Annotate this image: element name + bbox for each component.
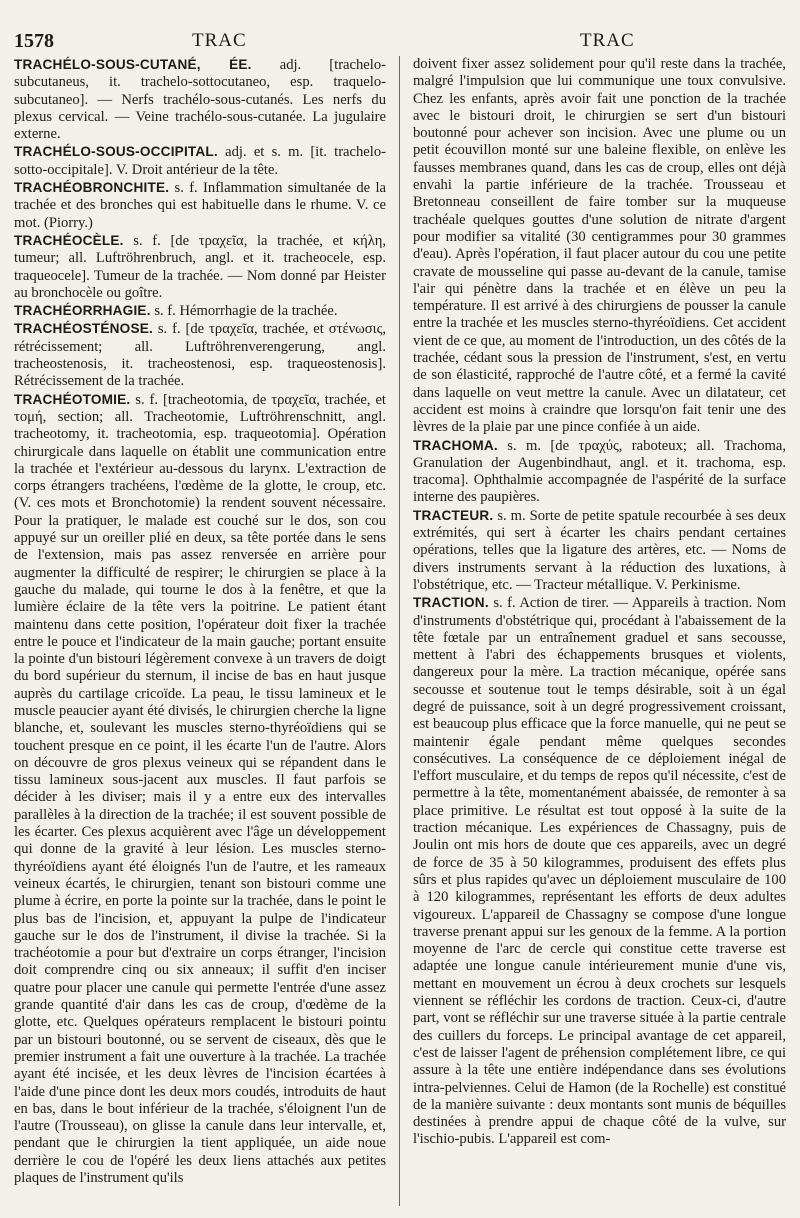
- entry-text: s. f. Action de tirer. — Appareils à traction. Nom d'instruments d'obstétrique qui, procédant à l'abaissement de la tête fœtale par un entraînement graduel et sans secousse, mettent à l'abri des échappements brusques et violents, dangereux pour la mère. La traction mécanique, opérée sans secousse et soutenue tout le temps désirable, soit à un égal degré de puissance, soit à un degré progressivement croissant, est beaucoup plus efficace que la force manuelle, qui ne peut se maintenir égale pendant même quelques secondes consécutives. La conséquence de ce déploiement inégal de l'effort musculaire, et du temps de repos qu'il nécessite, c'est de permettre à la tête, momentanément abaissée, de remonter à sa place primitive. Le résultat est tout opposé à la suite de la traction mécanique. Les expériences de Chassagny, puis de Joulin ont mis hors de doute que ces appareils, avec un degré de force de 35 à 50 kilogrammes, produisent des effets plus sûrs et plus rapides qu'avec un déploiement musculaire de 100 à 120 kilogrammes, représentant les efforts de deux adultes vigoureux. L'appareil de Chassagny se compose d'une longue traverse prenant appui sur les genoux de la femme. A la portion moyenne de l'arc de cercle qui constitue cette traverse est adaptée une longue canule intérieurement munie d'une vis, mettant en mouvement un écrou à deux crochets sur lesquels viennent se réfléchir les cordons de traction. Ceux-ci, d'autre part, vont se réfléchir sur une traverse située à la partie centrale des cuillers du forceps. Le principal avantage de cet appareil, c'est de laisser l'agent de préhension complétement libre, ce qui assure à la tête une entière indépendance dans ses évolutions intra-pelviennes. Celui de Hamon (de la Rochelle) est constitué de la manière suivante : deux montants sont munis de béquilles destinées à prendre appui de chaque côté de la vulve, sur l'ischio-pubis. L'appareil est com-: [413, 595, 786, 1148]
- entry-text: s. m. [de τραχύς, raboteux; all. Trachoma, Granulation der Augenbindhaut, angl. et it. trachoma, esp. tracoma]. Ophthalmie accompagnée de l'aspérité de la surface interne des paupières.: [413, 437, 786, 506]
- running-head-left: TRAC: [192, 30, 247, 51]
- dictionary-entry: [14, 391, 386, 1188]
- dictionary-entry: [14, 179, 386, 232]
- dictionary-entry: [413, 437, 786, 507]
- entry-headword: TRACHOMA.: [413, 437, 498, 453]
- entry-headword: TRACHÉLO-SOUS-CUTANÉ, ÉE.: [14, 57, 252, 72]
- entry-text: s. f. Inflammation simultanée de la trachée et des bronches qui est habituelle dans le rhume. V. ce mot. (Piorry.): [14, 180, 386, 231]
- entry-headword: TRACHÉOTOMIE.: [14, 391, 131, 407]
- entry-text: s. f. [de τραχεῖα, la trachée, et κήλη, tumeur; all. Luftröhrenbruch, angl. et it. tracheocele, esp. traqueocele]. Tumeur de la trachée. — Nom donné par Heister au bronchocèle ou goître.: [14, 232, 386, 301]
- dictionary-entry: [14, 56, 386, 143]
- right-column: [413, 56, 786, 1206]
- page-number: 1578: [14, 30, 54, 52]
- left-column: [14, 56, 386, 1206]
- entry-text: s. f. [tracheotomia, de τραχεῖα, trachée, et τομή, section; all. Tracheotomie, Luftröhrenschnitt, angl. tracheotomy, it. tracheotomia, esp. traqueotomia]. Opération chirurgicale dans laquelle on établit une communication entre la trachée et l'extérieur au-dessous du larynx. L'extraction de corps étrangers trachéens, l'œdème de la glotte, le croup, etc. (V. ces mots et Bronchotomie) la rendent souvent nécessaire. Pour la pratiquer, le malade est couché sur le dos, son cou appuyé sur un oreiller plié en deux, sa tête portée dans le sens de l'extension, mais pas assez renversée en arrière pour augmenter la difficulté de respirer; le chirurgien se place à la gauche du malade, qui tourne le dos à la fenêtre, et que la lumière éclaire de la tête vers la poitrine. Le patient étant maintenu dans cette position, l'opérateur doit fixer la trachée entre le pouce et l'indicateur de la main gauche; portant ensuite la pointe d'un bistouri légèrement convexe à un travers de doigt du bord supérieur du sternum, il incise de bas en haut jusque auprès du cartilage cricoïde. La peau, le tissu lamineux et le muscle peaucier ayant été divisés, le chirurgien cherche la ligne blanche, et, soulevant les muscles sterno-thyréoïdiens qui se touchent presque en ce point, il les écarte l'un de l'autre. Alors on découvre de gros plexus veineux qui se répandent dans le tissu lamineux sous-jacent aux muscles. Il faut parfois se décider à les diviser; mais il y a entre eux des intervalles parallèles à la direction de la trachée; il est souvent possible de les écarter. Ces plexus acquièrent avec l'âge un développement qui donne de la gravité à leur lésion. Les muscles sterno-thyréoïdiens ayant été éloignés l'un de l'autre, et les rameaux veineux écartés, le chirurgien, tenant son bistouri comme une plume à écrire, en porte la pointe sur la trachée, dans le point le plus bas de l'incision, et, appuyant la pulpe de l'indicateur gauche sur le dos de l'instrument, il divise la trachée. Si la trachéotomie a pour but d'extraire un corps étranger, l'incision doit comprendre cinq ou six anneaux; il suffit d'en inciser quatre pour placer une canule qui permette l'entrée d'une assez grande quantité d'air dans les cas de croup, d'œdème de la glotte, etc. Quelques opérateurs remplacent le bistouri pointu par un bistouri boutonné, ou se servent de ciseaux, dès que le premier instrument a fait une ouverture à la trachée. La trachée ayant été incisée, et les deux lèvres de l'incision écartées à l'aide d'une pince dont les deux mors coudés, introduits de haut en bas, dans le bout inférieur de la trachée, s'éloignent l'un de l'autre (Trousseau), on glisse la canule dans leur intervalle, et, pendant que le chirurgien la tient appliquée, un aide noue derrière le cou de l'opéré les deux liens attachés aux petites plaques de l'instrument qu'ils: [14, 391, 386, 1186]
- dictionary-entry: [14, 320, 386, 390]
- entry-headword: TRACHÉLO-SOUS-OCCIPITAL.: [14, 144, 218, 160]
- dictionary-entry: [14, 302, 386, 320]
- entry-headword: TRACHÉOBRONCHITE.: [14, 180, 170, 196]
- entry-headword: TRACHÉORRHAGIE.: [14, 303, 151, 319]
- dictionary-entry: [14, 143, 386, 179]
- entry-text: s. m. Sorte de petite spatule recourbée à ses deux extrémités, qui sert à écarter les chairs pendant certaines opérations, telles que la ligature des artères, etc. — Noms de divers instruments servant à la réduction des luxations, à l'obstétrique, etc. — Tracteur métallique. V. Perkinisme.: [413, 507, 786, 593]
- dictionary-entry: [14, 232, 386, 302]
- entry-text: doivent fixer assez solidement pour qu'il reste dans la trachée, malgré l'impulsion que lui communique une toux convulsive. Chez les enfants, après avoir fait une ponction de la trachée avec le bistouri droit, le chirurgien se sert d'un bistouri boutonné pour achever son incision. Avec une plume ou un petit écouvillon monté sur une baleine flexible, on enlève les fausses membranes quand, dans les cas de croup, elles ont déjà envahi la partie inférieure de la trachée. Trousseau et Bretonneau conseillent de faire tomber sur la muqueuse trachéale quelques gouttes d'une solution de nitrate d'argent pour modifier sa vitalité (30 centigrammes pour 30 grammes d'eau). Après l'opération, il faut placer autour du cou une petite cravate de mousseline qui passe au-devant de la canule, tamise l'air qui pénètre dans la trachée et en élève un peu la température. Il est arrivé à des chirurgiens de pousser la canule entre la trachée et les muscles sterno-thyréoïdiens. Cet accident vient de ce que, au moment de l'introduction, un des côtés de la trachée, cédant sous la pression de l'instrument, s'est, en vertu de son élasticité, rapproché de l'autre côté, et a fermé la cavité dans laquelle on veut mettre la canule. Avec un dilatateur, cet accident est moins à craindre que lorsqu'on fait tenir une des lèvres de la plaie par une pince confiée à un aide.: [413, 56, 786, 436]
- dictionary-entry: [413, 507, 786, 594]
- page-header: [14, 30, 786, 56]
- entry-text: s. f. Hémorrhagie de la trachée.: [150, 303, 338, 320]
- column-divider: [399, 56, 400, 1206]
- dictionary-entry: [413, 594, 786, 1149]
- entry-headword: TRACTEUR.: [413, 507, 494, 523]
- entry-headword: TRACHÉOCÈLE.: [14, 232, 124, 248]
- dictionary-entry: [413, 56, 786, 437]
- entry-text: adj. et s. m. [it. trachelo-sotto-occipitale]. V. Droit antérieur de la tête.: [14, 144, 386, 178]
- entry-text: adj. [trachelo-subcutaneus, it. trachelo-sottocutaneo, esp. traquelo-subcutaneo]. — Nerfs trachélo-sous-cutanés. Les nerfs du plexus cervical. — Veine trachélo-sous-cutanée. La jugulaire externe.: [14, 57, 386, 143]
- entry-text: s. f. [de τραχεῖα, trachée, et στένωσις, rétrécissement; all. Luftröhrenverengerung, angl. tracheostenosis, it. tracheostenosi, esp. traqueostenosis]. Rétrécissement de la trachée.: [14, 321, 386, 390]
- entry-headword: TRACTION.: [413, 595, 489, 611]
- running-head-right: TRAC: [580, 30, 635, 51]
- entry-headword: TRACHÉOSTÉNOSE.: [14, 321, 153, 337]
